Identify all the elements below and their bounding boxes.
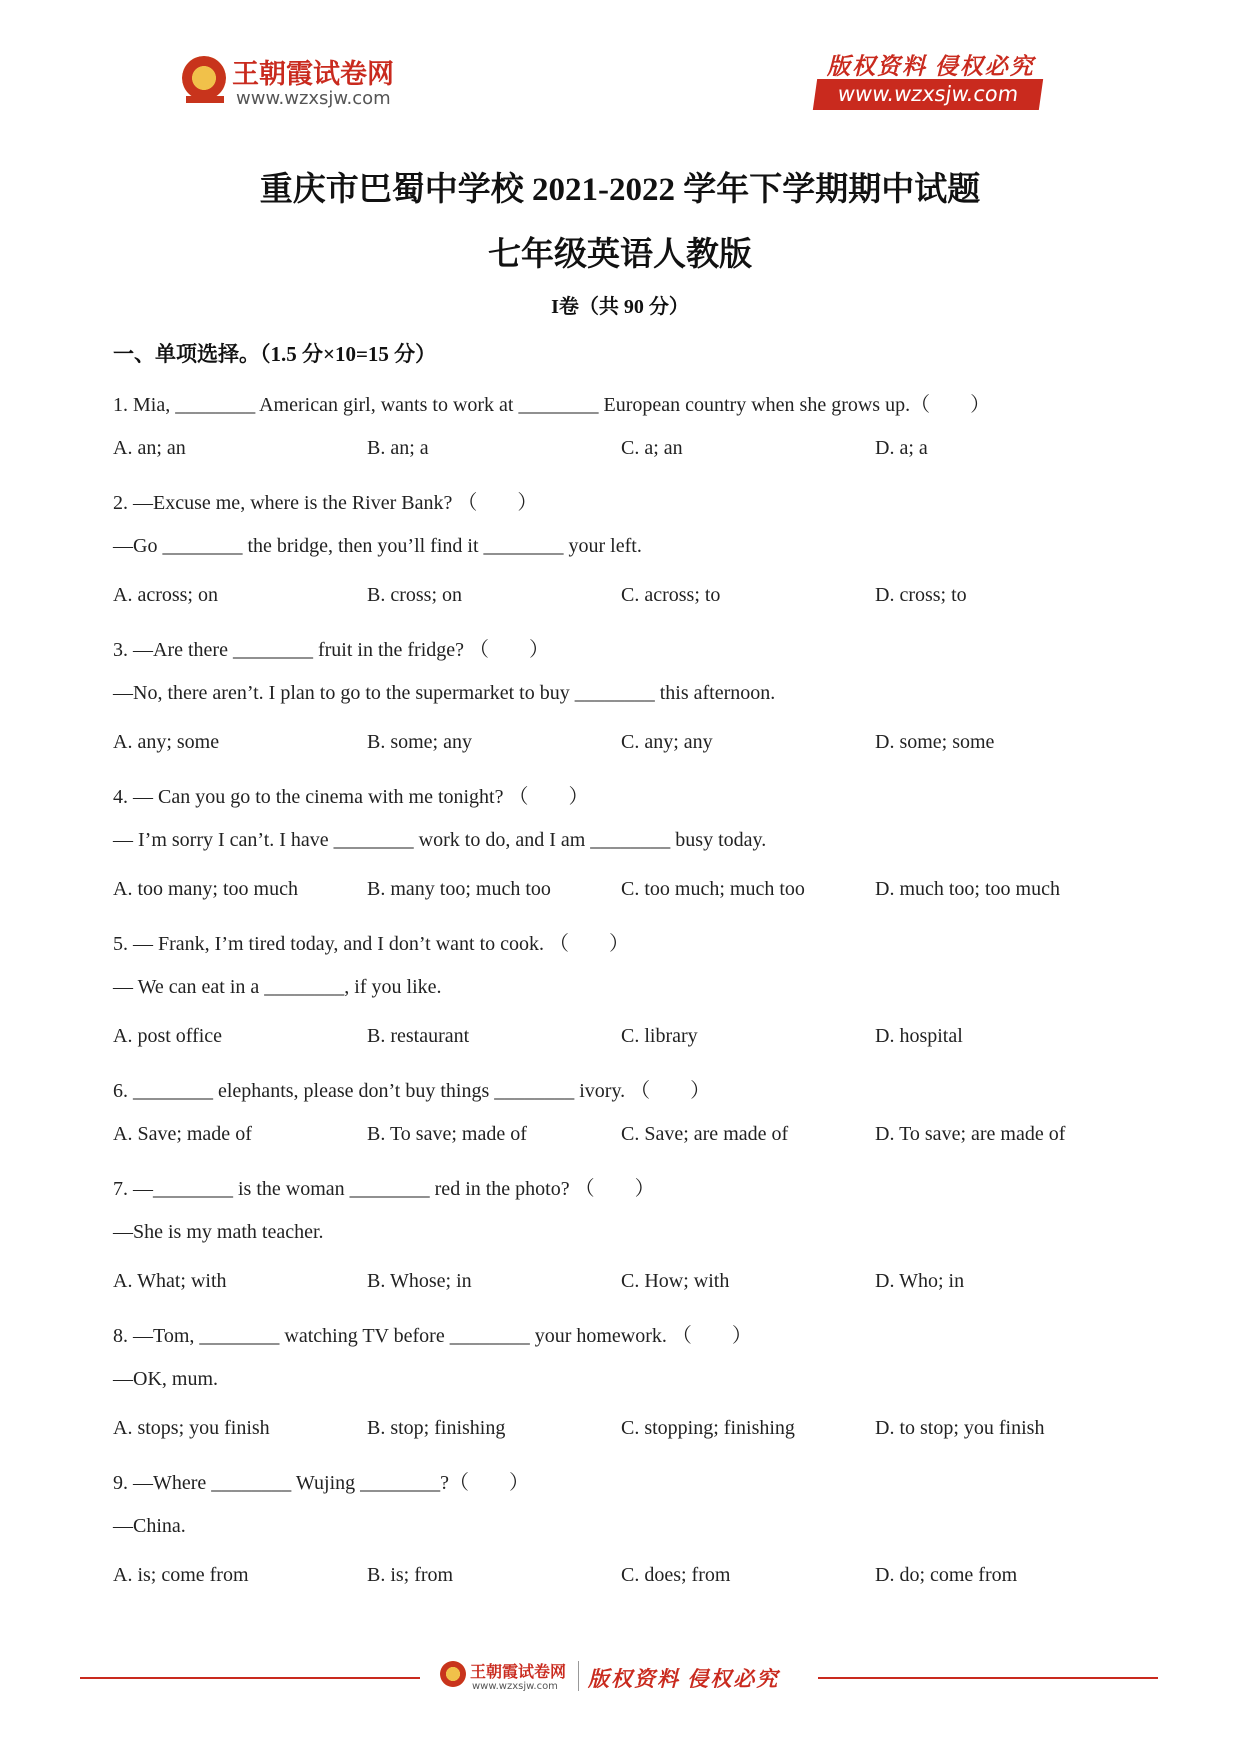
option-c[interactable]: C. too much; much too [621,878,805,900]
footer-divider [80,1677,420,1679]
option-b[interactable]: B. Whose; in [367,1270,472,1292]
option-a[interactable]: A. an; an [113,437,186,459]
option-c[interactable]: C. a; an [621,437,683,459]
question-1-stem: 1. Mia, ________ American girl, wants to work at ________ European country when she grows up.（ ） [113,394,991,416]
question-8-reply: —OK, mum. [113,1368,218,1390]
seal-ribbon-icon [186,96,224,103]
option-a[interactable]: A. is; come from [113,1564,249,1586]
option-a[interactable]: A. stops; you finish [113,1417,270,1439]
question-4-reply: — I’m sorry I can’t. I have ________ work to do, and I am ________ busy today. [113,829,767,851]
option-c[interactable]: C. library [621,1025,698,1047]
question-1-options [113,437,1113,465]
seal-icon [440,1661,466,1687]
question-8-stem: 8. —Tom, ________ watching TV before ________ your homework. （ ） [113,1325,752,1347]
option-a[interactable]: A. Save; made of [113,1123,252,1145]
question-3-options [113,731,1113,759]
question-5-options [113,1025,1113,1053]
option-b[interactable]: B. To save; made of [367,1123,527,1145]
option-d[interactable]: D. some; some [875,731,995,753]
option-a[interactable]: A. post office [113,1025,223,1047]
option-c[interactable]: C. stopping; finishing [621,1417,795,1439]
option-d[interactable]: D. much too; too much [875,878,1060,900]
question-5-reply: — We can eat in a ________, if you like. [113,976,442,998]
question-3-reply: —No, there aren’t. I plan to go to the supermarket to buy ________ this afternoon. [113,682,776,704]
option-b[interactable]: B. restaurant [367,1025,470,1047]
question-7-reply: —She is my math teacher. [113,1221,324,1243]
option-c[interactable]: C. across; to [621,584,721,606]
option-a[interactable]: A. What; with [113,1270,227,1292]
option-b[interactable]: B. stop; finishing [367,1417,506,1439]
seal-icon [182,56,226,100]
question-6-options [113,1123,1113,1151]
question-9-stem: 9. —Where ________ Wujing ________?（ ） [113,1472,529,1494]
footer-logo-url[interactable]: www.wzxsjw.com [472,1681,558,1692]
option-a[interactable]: A. too many; too much [113,878,298,900]
option-d[interactable]: D. a; a [875,437,928,459]
question-7-options [113,1270,1113,1298]
page-footer [0,1655,1240,1705]
exam-title: 重庆市巴蜀中学校 2021-2022 学年下学期期中试题 [259,172,981,208]
option-c[interactable]: C. any; any [621,731,713,753]
option-b[interactable]: B. cross; on [367,584,462,606]
question-9-reply: —China. [113,1515,186,1537]
footer-separator [578,1661,579,1691]
footer-divider [818,1677,1158,1679]
option-d[interactable]: D. hospital [875,1025,963,1047]
option-c[interactable]: C. Save; are made of [621,1123,789,1145]
copyright-text: 版权资料 侵权必究 [827,54,1035,79]
option-d[interactable]: D. Who; in [875,1270,965,1292]
exam-volume: I卷（共 90 分） [551,296,689,318]
question-2-stem: 2. —Excuse me, where is the River Bank? （ ） [113,492,538,514]
question-8-options [113,1417,1113,1445]
option-b[interactable]: B. some; any [367,731,472,753]
section-heading: 一、单项选择。（1.5 分×10=15 分） [113,342,437,366]
option-c[interactable]: C. does; from [621,1564,731,1586]
option-d[interactable]: D. cross; to [875,584,967,606]
option-b[interactable]: B. many too; much too [367,878,551,900]
question-2-options [113,584,1113,612]
question-2-reply: —Go ________ the bridge, then you’ll find it ________ your left. [113,535,642,557]
option-b[interactable]: B. an; a [367,437,429,459]
footer-copyright-text: 版权资料 侵权必究 [588,1667,780,1691]
question-3-stem: 3. —Are there ________ fruit in the fridge? （ ） [113,639,550,661]
logo-url[interactable]: www.wzxsjw.com [236,88,391,109]
question-4-stem: 4. — Can you go to the cinema with me tonight? （ ） [113,786,589,808]
question-4-options [113,878,1113,906]
option-a[interactable]: A. across; on [113,584,218,606]
exam-subtitle: 七年级英语人教版 [488,237,752,273]
copyright-stamp [815,48,1051,112]
option-c[interactable]: C. How; with [621,1270,730,1292]
footer-logo-name: 王朝霞试卷网 [470,1662,567,1681]
option-d[interactable]: D. to stop; you finish [875,1417,1045,1439]
site-logo[interactable] [182,52,432,116]
question-5-stem: 5. — Frank, I’m tired today, and I don’t want to cook. （ ） [113,933,630,955]
page-header [0,0,1240,130]
option-a[interactable]: A. any; some [113,731,220,753]
copyright-url[interactable]: www.wzxsjw.com [813,79,1043,110]
logo-name: 王朝霞试卷网 [232,59,394,90]
question-6-stem: 6. ________ elephants, please don’t buy things ________ ivory. （ ） [113,1080,711,1102]
option-b[interactable]: B. is; from [367,1564,454,1586]
question-7-stem: 7. —________ is the woman ________ red in the photo? （ ） [113,1178,655,1200]
question-9-options [113,1564,1113,1592]
option-d[interactable]: D. do; come from [875,1564,1018,1586]
option-d[interactable]: D. To save; are made of [875,1123,1066,1145]
